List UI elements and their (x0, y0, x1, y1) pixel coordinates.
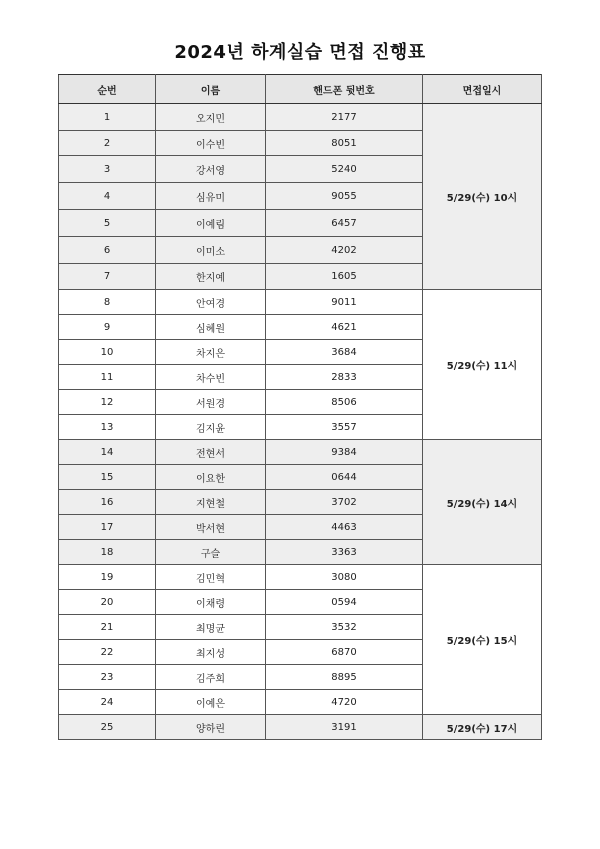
row-phone: 1605 (266, 264, 423, 290)
row-phone: 3557 (266, 415, 423, 440)
row-number: 6 (59, 237, 156, 264)
row-phone: 5240 (266, 156, 423, 183)
header-phone: 핸드폰 뒷번호 (266, 75, 423, 104)
row-phone: 9384 (266, 440, 423, 465)
row-phone: 0594 (266, 590, 423, 615)
row-phone: 4463 (266, 515, 423, 540)
row-name: 구슬 (156, 540, 266, 565)
row-name: 안여경 (156, 290, 266, 315)
header-number: 순번 (59, 75, 156, 104)
row-name: 차지은 (156, 340, 266, 365)
row-number: 7 (59, 264, 156, 290)
table-row (59, 565, 542, 590)
row-name: 지현철 (156, 490, 266, 515)
row-number: 5 (59, 210, 156, 237)
row-phone: 0644 (266, 465, 423, 490)
row-number: 10 (59, 340, 156, 365)
table-row (59, 104, 542, 131)
row-number: 21 (59, 615, 156, 640)
interview-time: 5/29(수) 15시 (423, 565, 542, 715)
row-name: 이수빈 (156, 131, 266, 156)
interview-time: 5/29(수) 17시 (423, 715, 542, 740)
row-name: 전현서 (156, 440, 266, 465)
row-phone: 3191 (266, 715, 423, 740)
row-phone: 3080 (266, 565, 423, 590)
row-name: 박서현 (156, 515, 266, 540)
row-number: 11 (59, 365, 156, 390)
row-phone: 3532 (266, 615, 423, 640)
row-phone: 3363 (266, 540, 423, 565)
row-name: 김주희 (156, 665, 266, 690)
row-name: 양하린 (156, 715, 266, 740)
row-phone: 3684 (266, 340, 423, 365)
table-row (59, 715, 542, 740)
row-number: 3 (59, 156, 156, 183)
row-name: 서원경 (156, 390, 266, 415)
row-name: 강서영 (156, 156, 266, 183)
row-phone: 8506 (266, 390, 423, 415)
row-phone: 4621 (266, 315, 423, 340)
row-number: 24 (59, 690, 156, 715)
row-phone: 4720 (266, 690, 423, 715)
row-number: 18 (59, 540, 156, 565)
row-phone: 9011 (266, 290, 423, 315)
row-name: 최명균 (156, 615, 266, 640)
row-name: 이예은 (156, 690, 266, 715)
row-number: 9 (59, 315, 156, 340)
row-number: 14 (59, 440, 156, 465)
row-name: 이요한 (156, 465, 266, 490)
row-phone: 2177 (266, 104, 423, 131)
interview-schedule-table (58, 74, 542, 740)
row-phone: 6457 (266, 210, 423, 237)
row-name: 이예림 (156, 210, 266, 237)
header-row (59, 75, 542, 104)
row-phone: 2833 (266, 365, 423, 390)
row-number: 22 (59, 640, 156, 665)
row-number: 4 (59, 183, 156, 210)
row-number: 15 (59, 465, 156, 490)
row-number: 17 (59, 515, 156, 540)
row-name: 오지민 (156, 104, 266, 131)
table-row (59, 290, 542, 315)
row-name: 심혜원 (156, 315, 266, 340)
row-number: 2 (59, 131, 156, 156)
row-number: 16 (59, 490, 156, 515)
row-name: 이채령 (156, 590, 266, 615)
table-row (59, 440, 542, 465)
row-name: 최지성 (156, 640, 266, 665)
page-title: 2024년 하계실습 면접 진행표 (174, 42, 426, 63)
row-name: 한지예 (156, 264, 266, 290)
row-phone: 4202 (266, 237, 423, 264)
row-number: 23 (59, 665, 156, 690)
row-name: 차수빈 (156, 365, 266, 390)
interview-time: 5/29(수) 11시 (423, 290, 542, 440)
row-number: 25 (59, 715, 156, 740)
interview-time: 5/29(수) 14시 (423, 440, 542, 565)
header-schedule: 면접일시 (423, 75, 542, 104)
row-phone: 9055 (266, 183, 423, 210)
row-number: 12 (59, 390, 156, 415)
row-phone: 3702 (266, 490, 423, 515)
row-number: 8 (59, 290, 156, 315)
interview-time: 5/29(수) 10시 (423, 104, 542, 290)
row-number: 19 (59, 565, 156, 590)
row-name: 김지윤 (156, 415, 266, 440)
row-name: 심유미 (156, 183, 266, 210)
row-name: 김민혁 (156, 565, 266, 590)
row-number: 20 (59, 590, 156, 615)
row-name: 이미소 (156, 237, 266, 264)
header-name: 이름 (156, 75, 266, 104)
row-number: 13 (59, 415, 156, 440)
row-number: 1 (59, 104, 156, 131)
row-phone: 8895 (266, 665, 423, 690)
row-phone: 8051 (266, 131, 423, 156)
row-phone: 6870 (266, 640, 423, 665)
